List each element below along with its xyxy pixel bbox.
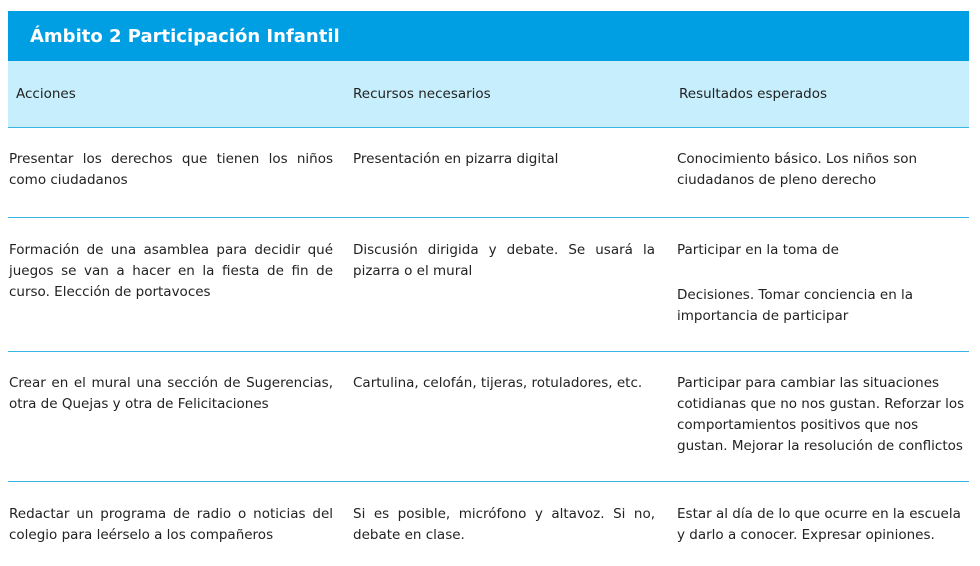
cell-recursos: Presentación en pizarra digital: [353, 151, 559, 167]
cell-acciones: Formación de una asamblea para decidir qué juegos se van a hacer en la fiesta de fin de curso. Elección de portavoces: [9, 242, 333, 300]
resultados-paragraph: Decisiones. Tomar conciencia en la importancia de participar: [677, 287, 914, 324]
table-row: [8, 482, 969, 562]
resultados-paragraph: Participar para cambiar las situaciones cotidianas que no nos gustan. Reforzar los comportamientos positivos que nos gustan. Mejorar la resolución de conflictos: [677, 375, 965, 454]
header-acciones: Acciones: [16, 86, 76, 102]
cell-resultados: [677, 373, 969, 481]
resultados-paragraph: Conocimiento básico. Los niños son ciudadanos de pleno derecho: [677, 151, 918, 188]
table-row: [8, 218, 969, 352]
cell-resultados: [677, 504, 969, 562]
cell-acciones: Redactar un programa de radio o noticias del colegio para leérselo a los compañeros: [9, 506, 333, 543]
paragraph-gap: [677, 261, 969, 285]
cell-resultados: [677, 240, 969, 351]
participation-table: [8, 11, 969, 562]
resultados-paragraph: Participar en la toma de: [677, 242, 839, 258]
table-header-row: [8, 61, 969, 128]
header-recursos: Recursos necesarios: [353, 86, 491, 102]
table-row: [8, 128, 969, 218]
resultados-paragraph: Estar al día de lo que ocurre en la escuela y darlo a conocer. Expresar opiniones.: [677, 506, 961, 543]
table-title: Ámbito 2 Participación Infantil: [8, 11, 969, 61]
table-row: [8, 352, 969, 482]
cell-recursos: Cartulina, celofán, tijeras, rotuladores, etc.: [353, 375, 643, 391]
header-resultados: Resultados esperados: [679, 86, 828, 102]
cell-recursos: Si es posible, micrófono y altavoz. Si no, debate en clase.: [353, 506, 655, 543]
cell-acciones: Presentar los derechos que tienen los niños como ciudadanos: [9, 151, 333, 188]
cell-recursos: Discusión dirigida y debate. Se usará la pizarra o el mural: [353, 242, 655, 279]
cell-acciones: Crear en el mural una sección de Sugerencias, otra de Quejas y otra de Felicitaciones: [9, 375, 333, 412]
cell-resultados: [677, 149, 969, 217]
